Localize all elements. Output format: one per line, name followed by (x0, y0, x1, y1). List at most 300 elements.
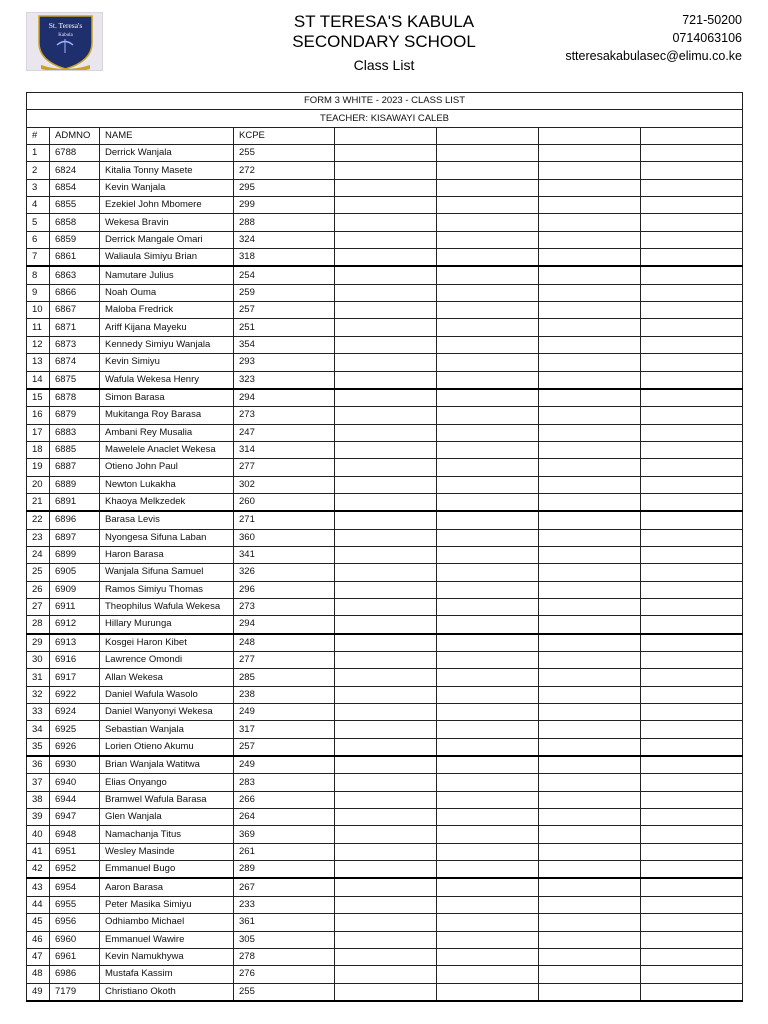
blank-cell (437, 843, 539, 860)
table-row (27, 861, 743, 879)
table-row (27, 738, 743, 756)
blank-cell (335, 529, 437, 546)
row-number: 40 (27, 826, 50, 843)
student-name: Mawelele Anaclet Wekesa (100, 441, 234, 458)
blank-cell (335, 424, 437, 441)
phone-number-2: 0714063106 (672, 31, 742, 45)
blank-cell (641, 983, 743, 1001)
kcpe-score: 233 (234, 896, 335, 913)
admission-number: 6855 (50, 197, 100, 214)
blank-cell (335, 826, 437, 843)
logo-title-text: St. Teresa's (48, 21, 83, 30)
blank-cell (539, 809, 641, 826)
student-name: Noah Ouma (100, 284, 234, 301)
blank-cell (539, 634, 641, 652)
row-number: 14 (27, 371, 50, 389)
blank-cell (335, 302, 437, 319)
blank-cell (437, 319, 539, 336)
blank-cell (641, 931, 743, 948)
student-name: Nyongesa Sifuna Laban (100, 529, 234, 546)
table-row (27, 441, 743, 458)
kcpe-score: 271 (234, 511, 335, 529)
blank-cell (641, 686, 743, 703)
blank-cell (641, 966, 743, 983)
blank-cell (335, 284, 437, 301)
student-name: Khaoya Melkzedek (100, 493, 234, 511)
student-name: Mustafa Kassim (100, 966, 234, 983)
admission-number: 6854 (50, 179, 100, 196)
student-name: Ambani Rey Musalia (100, 424, 234, 441)
blank-cell (437, 686, 539, 703)
table-row (27, 476, 743, 493)
blank-cell (335, 319, 437, 336)
blank-cell (539, 616, 641, 634)
blank-cell (539, 564, 641, 581)
blank-cell (335, 634, 437, 652)
kcpe-score: 318 (234, 249, 335, 267)
table-row (27, 302, 743, 319)
blank-cell (641, 441, 743, 458)
blank-cell (335, 511, 437, 529)
kcpe-score: 293 (234, 354, 335, 371)
blank-cell (641, 791, 743, 808)
admission-number: 6940 (50, 774, 100, 791)
row-number: 6 (27, 231, 50, 248)
column-header-blank (539, 127, 641, 144)
blank-cell (641, 407, 743, 424)
student-name: Kevin Wanjala (100, 179, 234, 196)
blank-cell (335, 493, 437, 511)
row-number: 46 (27, 931, 50, 948)
table-row (27, 914, 743, 931)
blank-cell (437, 669, 539, 686)
row-number: 28 (27, 616, 50, 634)
kcpe-score: 259 (234, 284, 335, 301)
blank-cell (539, 931, 641, 948)
table-row (27, 336, 743, 353)
blank-cell (539, 914, 641, 931)
blank-cell (641, 511, 743, 529)
blank-cell (437, 564, 539, 581)
blank-cell (539, 652, 641, 669)
blank-cell (539, 459, 641, 476)
blank-cell (437, 162, 539, 179)
blank-cell (641, 389, 743, 407)
blank-cell (335, 616, 437, 634)
blank-cell (539, 249, 641, 267)
blank-cell (335, 162, 437, 179)
admission-number: 6863 (50, 266, 100, 284)
student-name: Hillary Murunga (100, 616, 234, 634)
kcpe-score: 257 (234, 302, 335, 319)
blank-cell (437, 878, 539, 896)
blank-cell (539, 948, 641, 965)
blank-cell (335, 686, 437, 703)
row-number: 42 (27, 861, 50, 879)
row-number: 22 (27, 511, 50, 529)
row-number: 38 (27, 791, 50, 808)
blank-cell (335, 249, 437, 267)
blank-cell (335, 214, 437, 231)
kcpe-score: 251 (234, 319, 335, 336)
blank-cell (437, 704, 539, 721)
row-number: 5 (27, 214, 50, 231)
column-header-blank (335, 127, 437, 144)
table-row (27, 581, 743, 598)
kcpe-score: 249 (234, 756, 335, 774)
admission-number: 6878 (50, 389, 100, 407)
student-name: Derrick Wanjala (100, 145, 234, 162)
student-name: Derrick Mangale Omari (100, 231, 234, 248)
admission-number: 6912 (50, 616, 100, 634)
row-number: 48 (27, 966, 50, 983)
admission-number: 6909 (50, 581, 100, 598)
kcpe-score: 267 (234, 878, 335, 896)
school-name: ST TERESA'S KABULA SECONDARY SCHOOL (292, 12, 476, 51)
blank-cell (437, 809, 539, 826)
kcpe-score: 299 (234, 197, 335, 214)
row-number: 1 (27, 145, 50, 162)
blank-cell (539, 686, 641, 703)
kcpe-score: 354 (234, 336, 335, 353)
blank-cell (437, 598, 539, 615)
blank-cell (539, 179, 641, 196)
admission-number: 6951 (50, 843, 100, 860)
blank-cell (335, 756, 437, 774)
blank-cell (335, 774, 437, 791)
student-name: Barasa Levis (100, 511, 234, 529)
blank-cell (641, 476, 743, 493)
blank-cell (437, 389, 539, 407)
blank-cell (539, 302, 641, 319)
student-name: Odhiambo Michael (100, 914, 234, 931)
blank-cell (437, 214, 539, 231)
table-row (27, 843, 743, 860)
blank-cell (335, 809, 437, 826)
student-name: Namachanja Titus (100, 826, 234, 843)
blank-cell (437, 511, 539, 529)
blank-cell (641, 371, 743, 389)
table-row (27, 598, 743, 615)
table-row (27, 546, 743, 563)
student-name: Wekesa Bravin (100, 214, 234, 231)
kcpe-score: 247 (234, 424, 335, 441)
table-row (27, 774, 743, 791)
table-row (27, 896, 743, 913)
kcpe-score: 323 (234, 371, 335, 389)
blank-cell (539, 878, 641, 896)
kcpe-score: 305 (234, 931, 335, 948)
student-name: Kevin Namukhywa (100, 948, 234, 965)
table-row (27, 721, 743, 738)
kcpe-score: 255 (234, 145, 335, 162)
blank-cell (539, 493, 641, 511)
blank-cell (539, 231, 641, 248)
admission-number: 6956 (50, 914, 100, 931)
kcpe-score: 278 (234, 948, 335, 965)
blank-cell (539, 774, 641, 791)
phone-number-1: 721-50200 (682, 13, 742, 27)
admission-number: 6955 (50, 896, 100, 913)
blank-cell (437, 652, 539, 669)
student-name: Elias Onyango (100, 774, 234, 791)
blank-cell (437, 896, 539, 913)
blank-cell (539, 756, 641, 774)
blank-cell (539, 214, 641, 231)
student-name: Maloba Fredrick (100, 302, 234, 319)
blank-cell (437, 983, 539, 1001)
blank-cell (335, 983, 437, 1001)
table-row (27, 493, 743, 511)
student-name: Glen Wanjala (100, 809, 234, 826)
row-number: 2 (27, 162, 50, 179)
row-number: 11 (27, 319, 50, 336)
blank-cell (539, 354, 641, 371)
admission-number: 6897 (50, 529, 100, 546)
admission-number: 6867 (50, 302, 100, 319)
blank-cell (539, 529, 641, 546)
column-header-name: NAME (100, 127, 234, 144)
kcpe-score: 249 (234, 704, 335, 721)
blank-cell (335, 389, 437, 407)
blank-cell (539, 441, 641, 458)
blank-cell (437, 914, 539, 931)
table-row (27, 669, 743, 686)
table-row (27, 983, 743, 1001)
blank-cell (335, 564, 437, 581)
kcpe-score: 264 (234, 809, 335, 826)
blank-cell (335, 914, 437, 931)
table-row (27, 214, 743, 231)
student-name: Kennedy Simiyu Wanjala (100, 336, 234, 353)
table-row (27, 878, 743, 896)
blank-cell (641, 302, 743, 319)
blank-cell (335, 738, 437, 756)
blank-cell (437, 179, 539, 196)
email-address: stteresakabulasec@elimu.co.ke (565, 49, 742, 63)
blank-cell (437, 284, 539, 301)
student-name: Waliaula Simiyu Brian (100, 249, 234, 267)
admission-number: 6924 (50, 704, 100, 721)
kcpe-score: 276 (234, 966, 335, 983)
student-name: Haron Barasa (100, 546, 234, 563)
class-list-table (26, 92, 743, 1002)
table-row (27, 511, 743, 529)
kcpe-score: 294 (234, 389, 335, 407)
row-number: 39 (27, 809, 50, 826)
row-number: 43 (27, 878, 50, 896)
teacher-name: TEACHER: KISAWAYI CALEB (27, 110, 743, 127)
blank-cell (437, 546, 539, 563)
row-number: 9 (27, 284, 50, 301)
kcpe-score: 255 (234, 983, 335, 1001)
admission-number: 6858 (50, 214, 100, 231)
blank-cell (437, 476, 539, 493)
student-name: Emmanuel Bugo (100, 861, 234, 879)
blank-cell (641, 634, 743, 652)
table-row (27, 145, 743, 162)
table-row (27, 634, 743, 652)
student-name: Peter Masika Simiyu (100, 896, 234, 913)
table-row (27, 231, 743, 248)
kcpe-score: 238 (234, 686, 335, 703)
student-name: Christiano Okoth (100, 983, 234, 1001)
blank-cell (641, 231, 743, 248)
blank-cell (641, 896, 743, 913)
blank-cell (437, 197, 539, 214)
table-row (27, 809, 743, 826)
student-name: Mukitanga Roy Barasa (100, 407, 234, 424)
kcpe-score: 324 (234, 231, 335, 248)
kcpe-score: 361 (234, 914, 335, 931)
row-number: 49 (27, 983, 50, 1001)
blank-cell (437, 249, 539, 267)
admission-number: 6960 (50, 931, 100, 948)
column-header-kcpe: KCPE (234, 127, 335, 144)
table-row (27, 266, 743, 284)
row-number: 25 (27, 564, 50, 581)
kcpe-score: 254 (234, 266, 335, 284)
admission-number: 6925 (50, 721, 100, 738)
admission-number: 6917 (50, 669, 100, 686)
blank-cell (335, 931, 437, 948)
row-number: 34 (27, 721, 50, 738)
table-row (27, 389, 743, 407)
blank-cell (641, 616, 743, 634)
column-header-blank (437, 127, 539, 144)
blank-cell (335, 791, 437, 808)
blank-cell (641, 162, 743, 179)
blank-cell (335, 441, 437, 458)
student-name: Namutare Julius (100, 266, 234, 284)
blank-cell (539, 826, 641, 843)
blank-cell (335, 546, 437, 563)
admission-number: 6986 (50, 966, 100, 983)
student-name: Ariff Kijana Mayeku (100, 319, 234, 336)
row-number: 30 (27, 652, 50, 669)
blank-cell (437, 354, 539, 371)
blank-cell (335, 966, 437, 983)
row-number: 36 (27, 756, 50, 774)
kcpe-score: 266 (234, 791, 335, 808)
blank-cell (641, 809, 743, 826)
admission-number: 6947 (50, 809, 100, 826)
student-name: Wesley Masinde (100, 843, 234, 860)
kcpe-score: 277 (234, 652, 335, 669)
student-name: Wanjala Sifuna Samuel (100, 564, 234, 581)
blank-cell (539, 896, 641, 913)
blank-cell (641, 424, 743, 441)
blank-cell (437, 493, 539, 511)
admission-number: 6875 (50, 371, 100, 389)
student-name: Kosgei Haron Kibet (100, 634, 234, 652)
blank-cell (437, 231, 539, 248)
table-title: FORM 3 WHITE - 2023 - CLASS LIST (27, 93, 743, 110)
blank-cell (641, 564, 743, 581)
admission-number: 6926 (50, 738, 100, 756)
blank-cell (641, 336, 743, 353)
kcpe-score: 294 (234, 616, 335, 634)
student-name: Emmanuel Wawire (100, 931, 234, 948)
admission-number: 6899 (50, 546, 100, 563)
blank-cell (335, 145, 437, 162)
blank-cell (539, 162, 641, 179)
admission-number: 6871 (50, 319, 100, 336)
row-number: 31 (27, 669, 50, 686)
kcpe-score: 260 (234, 493, 335, 511)
blank-cell (641, 669, 743, 686)
admission-number: 6944 (50, 791, 100, 808)
blank-cell (335, 669, 437, 686)
row-number: 19 (27, 459, 50, 476)
table-row (27, 424, 743, 441)
blank-cell (539, 197, 641, 214)
admission-number: 6885 (50, 441, 100, 458)
blank-cell (641, 249, 743, 267)
admission-number: 6866 (50, 284, 100, 301)
admission-number: 6911 (50, 598, 100, 615)
admission-number: 6891 (50, 493, 100, 511)
page-header (0, 0, 768, 92)
blank-cell (539, 983, 641, 1001)
blank-cell (539, 319, 641, 336)
student-name: Daniel Wanyonyi Wekesa (100, 704, 234, 721)
kcpe-score: 302 (234, 476, 335, 493)
blank-cell (335, 652, 437, 669)
row-number: 17 (27, 424, 50, 441)
row-number: 4 (27, 197, 50, 214)
table-row (27, 826, 743, 843)
admission-number: 6952 (50, 861, 100, 879)
blank-cell (641, 459, 743, 476)
admission-number: 6788 (50, 145, 100, 162)
blank-cell (539, 407, 641, 424)
blank-cell (539, 581, 641, 598)
blank-cell (641, 546, 743, 563)
table-row (27, 407, 743, 424)
row-number: 32 (27, 686, 50, 703)
blank-cell (437, 791, 539, 808)
blank-cell (539, 738, 641, 756)
blank-cell (641, 878, 743, 896)
blank-cell (335, 476, 437, 493)
admission-number: 6824 (50, 162, 100, 179)
blank-cell (335, 354, 437, 371)
blank-cell (437, 302, 539, 319)
blank-cell (335, 861, 437, 879)
blank-cell (437, 756, 539, 774)
blank-cell (335, 878, 437, 896)
table-row (27, 616, 743, 634)
kcpe-score: 248 (234, 634, 335, 652)
student-name: Kevin Simiyu (100, 354, 234, 371)
row-number: 35 (27, 738, 50, 756)
kcpe-score: 317 (234, 721, 335, 738)
row-number: 10 (27, 302, 50, 319)
row-number: 33 (27, 704, 50, 721)
table-row (27, 249, 743, 267)
kcpe-score: 261 (234, 843, 335, 860)
admission-number: 6930 (50, 756, 100, 774)
admission-number: 6916 (50, 652, 100, 669)
kcpe-score: 289 (234, 861, 335, 879)
student-name: Aaron Barasa (100, 878, 234, 896)
blank-cell (437, 145, 539, 162)
blank-cell (437, 266, 539, 284)
blank-cell (641, 354, 743, 371)
student-name: Lawrence Omondi (100, 652, 234, 669)
blank-cell (641, 914, 743, 931)
